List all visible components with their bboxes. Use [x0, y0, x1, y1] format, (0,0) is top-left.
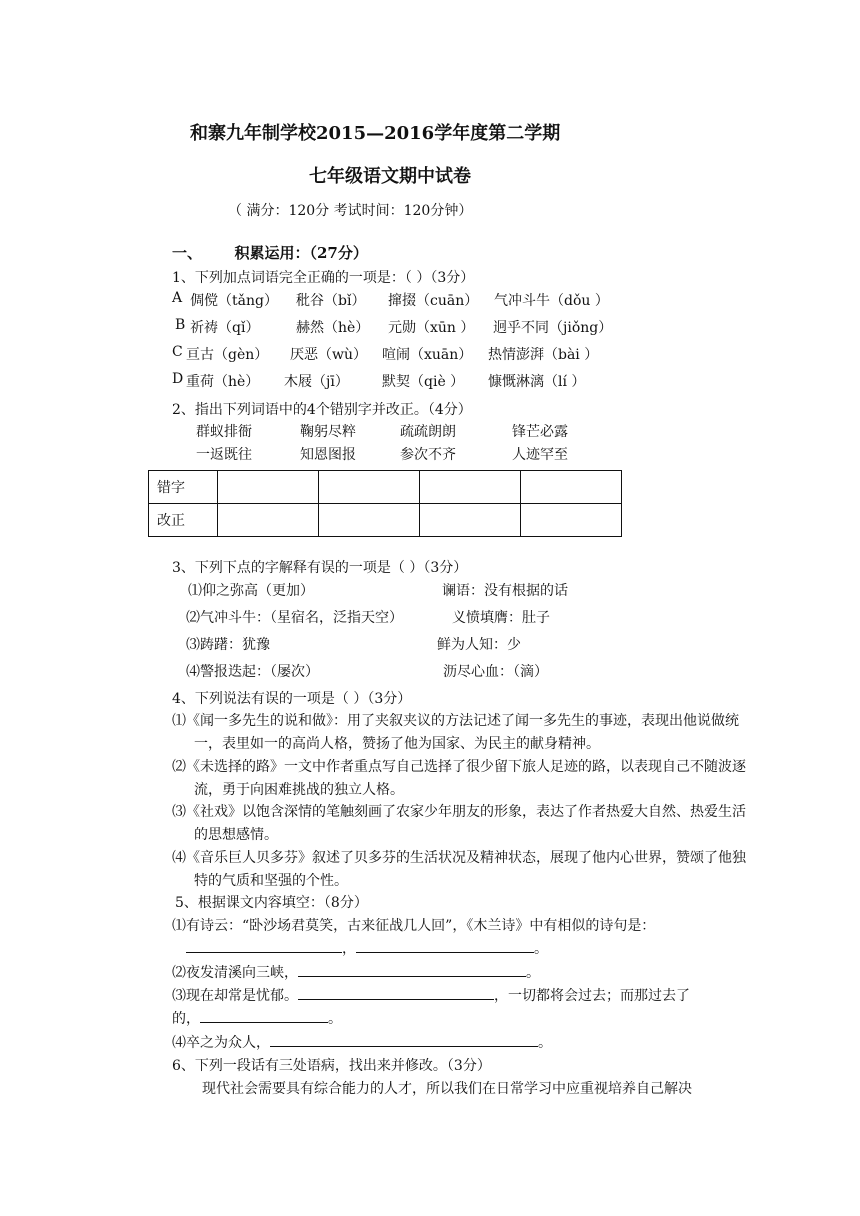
- option-word: 祈祷（qǐ）: [190, 320, 260, 336]
- answer-cell[interactable]: [521, 471, 622, 504]
- q3-item-4b: 沥尽心血：（滴）: [443, 664, 548, 680]
- q5-line-4: [172, 1032, 552, 1052]
- q3-item-3a: ⑶踌躇：犹豫: [186, 637, 270, 653]
- table-row: [149, 471, 622, 504]
- answer-cell[interactable]: [420, 504, 521, 537]
- comma: ，: [342, 941, 356, 957]
- q4-item-3: ⑶《社戏》以饱含深情的笔触刻画了农家少年朋友的形象，表达了作者热爱大自然、热爱生活的思想感情。: [172, 804, 746, 843]
- word: 参次不齐: [400, 447, 456, 463]
- q1-option-b: [175, 317, 613, 336]
- word: 一返既往: [196, 447, 252, 463]
- q2-words-row-2: [196, 444, 568, 464]
- table-row: [149, 504, 622, 537]
- q3-item-1b: 谰语：没有根据的话: [442, 583, 568, 599]
- q1-option-a: [172, 290, 609, 309]
- q5-stem: 5、根据课文内容填空：（8分）: [175, 895, 368, 911]
- option-word: 气冲斗牛（dǒu ）: [494, 293, 609, 309]
- q4-stem: 4、下列说法有误的一项是（ ）（3分）: [172, 691, 412, 707]
- answer-blank[interactable]: [270, 1034, 538, 1047]
- answer-cell[interactable]: [420, 471, 521, 504]
- answer-cell[interactable]: [218, 504, 319, 537]
- q4-item-1: ⑴《闻一多先生的说和做》：用了夹叙夹议的方法记述了闻一多先生的事迹，表现出他说做统一，表里如一的高尚人格，赞扬了他为国家、为民主的献身精神。: [172, 713, 739, 752]
- q1-option-d: [172, 371, 586, 390]
- option-word: 热情澎湃（bài ）: [488, 347, 599, 363]
- row-header-correct: 改正: [149, 504, 218, 537]
- option-word: 撺掇（cuān）: [388, 293, 479, 309]
- q3-item-1a: ⑴仰之弥高（更加）: [188, 583, 314, 599]
- option-word: 默契（qiè ）: [382, 374, 465, 390]
- prompt-text: ⑷卒之为众人，: [172, 1035, 270, 1051]
- q3-item-2a: ⑵气冲斗牛：（星宿名，泛指天空）: [186, 610, 403, 626]
- q2-words-row-1: [196, 421, 568, 441]
- option-word: 倜傥（tǎng）: [190, 293, 278, 309]
- answer-blank[interactable]: [356, 940, 534, 953]
- answer-cell[interactable]: [521, 504, 622, 537]
- word: 群蚁排衙: [196, 424, 252, 440]
- option-word: 亘古（gèn）: [186, 347, 269, 363]
- q3-stem: 3、下列下点的字解释有误的一项是（ ）（3分）: [172, 560, 468, 576]
- period: 。: [526, 965, 540, 981]
- option-word: 慷慨淋漓（lí ）: [488, 374, 586, 390]
- q5-line-3: [172, 985, 690, 1005]
- section-title: 积累运用：（27分）: [234, 244, 368, 262]
- q5-line-1-blanks: [186, 938, 548, 958]
- q5-line-2: [172, 962, 540, 982]
- word: 疏疏朗朗: [400, 424, 456, 440]
- option-word: 厌恶（wù）: [290, 347, 367, 363]
- q1-option-c: [172, 344, 599, 363]
- option-letter: A: [172, 290, 183, 306]
- option-word: 迥乎不同（jiǒng）: [493, 320, 613, 336]
- option-word: 喧闹（xuān）: [382, 347, 473, 363]
- q3-item-2b: 义愤填膺：肚子: [452, 610, 550, 626]
- q2-stem: 2、指出下列词语中的4个错别字并改正。（4分）: [172, 402, 472, 418]
- period: 。: [328, 1011, 342, 1027]
- option-letter: B: [175, 317, 186, 333]
- period: 。: [534, 941, 548, 957]
- q3-item-3b: 鲜为人知：少: [437, 637, 521, 653]
- row-header-wrong: 错字: [149, 471, 218, 504]
- q6-paragraph: 现代社会需要具有综合能力的人才，所以我们在日常学习中应重视培养自己解决: [202, 1081, 692, 1097]
- prompt-text: ⑶现在却常是忧郁。: [172, 988, 298, 1004]
- prompt-text: ⑵夜发清溪向三峡，: [172, 965, 298, 981]
- section-heading: [172, 242, 368, 263]
- section-number: 一、: [172, 244, 203, 262]
- option-word: 元勋（xūn ）: [388, 320, 475, 336]
- answer-cell[interactable]: [218, 471, 319, 504]
- q5-line-3-cont: [172, 1008, 342, 1028]
- word: 鞠躬尽粹: [300, 424, 356, 440]
- q2-answer-table: [148, 470, 622, 537]
- prompt-text: 的，: [172, 1011, 200, 1027]
- answer-blank[interactable]: [200, 1010, 328, 1023]
- exam-title-school: 和寨九年制学校2015—2016学年度第二学期: [190, 123, 561, 144]
- q6-stem: 6、下列一段话有三处语病，找出来并修改。（3分）: [172, 1058, 491, 1074]
- answer-blank[interactable]: [298, 964, 526, 977]
- prompt-text: ，一切都将会过去；而那过去了: [494, 988, 690, 1004]
- option-word: 赫然（hè）: [296, 320, 370, 336]
- exam-title-subject: 七年级语文期中试卷: [309, 166, 471, 187]
- answer-cell[interactable]: [319, 471, 420, 504]
- q3-item-4a: ⑷警报迭起：（屡次）: [186, 664, 319, 680]
- word: 知恩图报: [300, 447, 356, 463]
- word: 锋芒必露: [512, 424, 568, 440]
- q4-item-2: ⑵《未选择的路》一文中作者重点写自己选择了很少留下旅人足迹的路，以表现自己不随波逐流，勇于向困难挑战的独立人格。: [172, 759, 746, 798]
- option-word: 木屐（jī）: [284, 374, 349, 390]
- option-word: 秕谷（bǐ）: [296, 293, 366, 309]
- answer-blank[interactable]: [298, 987, 494, 1000]
- option-word: 重荷（hè）: [186, 374, 260, 390]
- period: 。: [538, 1035, 552, 1051]
- answer-blank[interactable]: [186, 940, 342, 953]
- answer-cell[interactable]: [319, 504, 420, 537]
- q1-stem: 1、下列加点词语完全正确的一项是：（ ）（3分）: [172, 270, 475, 286]
- q5-line-1: ⑴有诗云：“卧沙场君莫笑，古来征战几人回”，《木兰诗》中有相似的诗句是：: [172, 918, 656, 934]
- option-letter: D: [172, 371, 184, 387]
- q4-item-4: ⑷《音乐巨人贝多芬》叙述了贝多芬的生活状况及精神状态，展现了他内心世界，赞颂了他独特的气质和坚强的个性。: [172, 850, 746, 889]
- word: 人迹罕至: [512, 447, 568, 463]
- exam-meta: （ 满分：120分 考试时间：120分钟）: [228, 203, 473, 219]
- option-letter: C: [172, 344, 183, 360]
